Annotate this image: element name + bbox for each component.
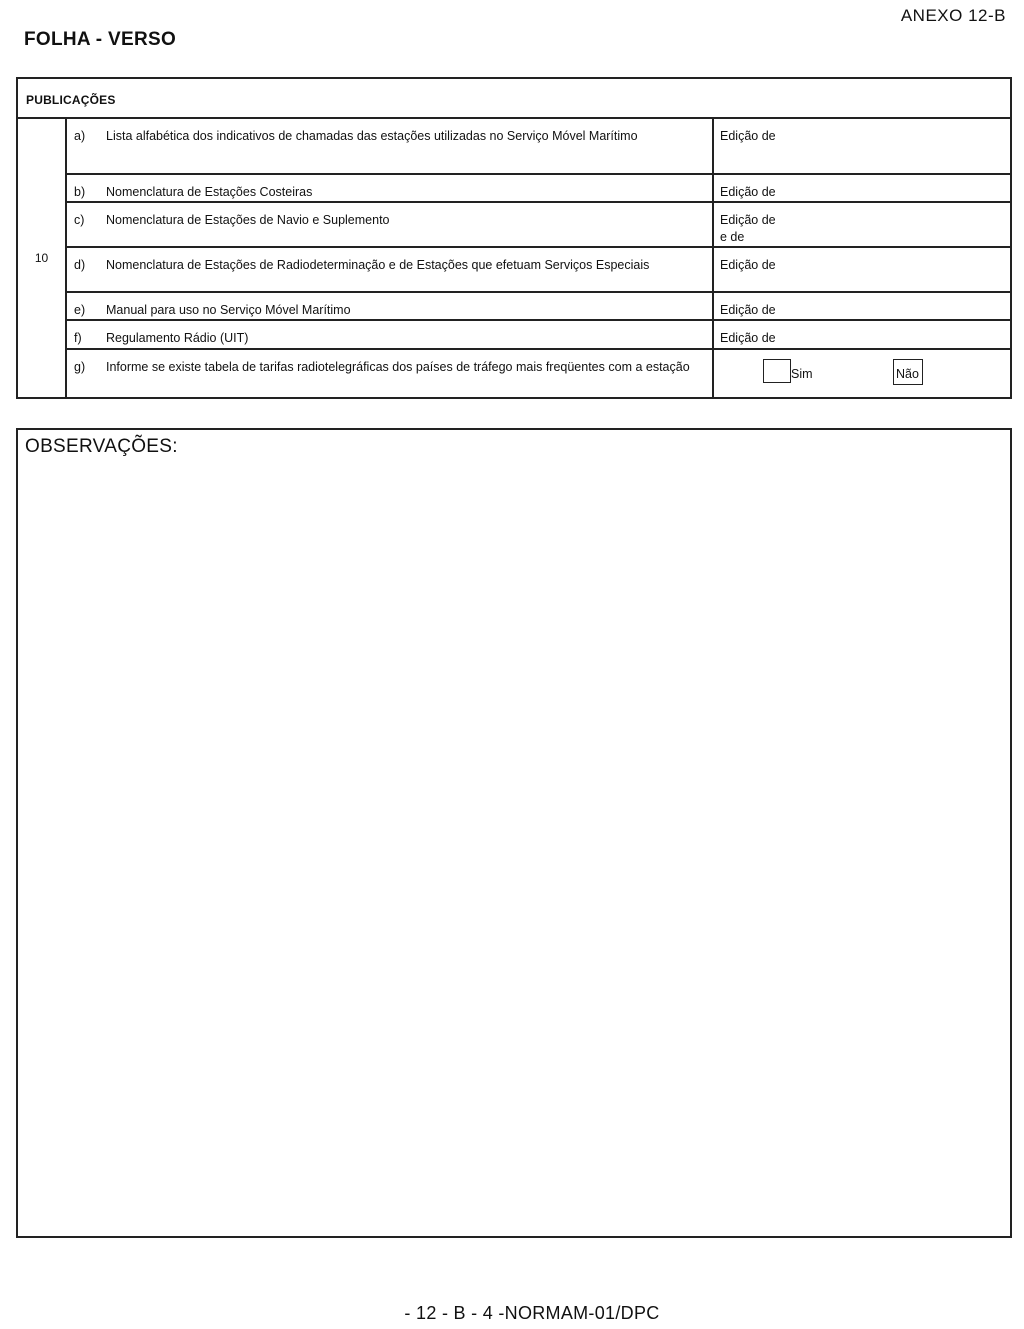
publications-header: PUBLICAÇÕES [18,79,1010,119]
row-description: Nomenclatura de Estações de Navio e Suplemento [106,213,390,227]
publications-rows [67,119,1010,397]
publication-row-e [67,293,1010,321]
row-description: Manual para uso no Serviço Móvel Marítimo [106,303,351,317]
annex-label: ANEXO 12-B [900,6,1006,25]
publications-section [16,77,1012,399]
edition-field[interactable] [712,119,1010,173]
edition-label: Edição de [720,213,776,227]
edition-field[interactable] [712,175,1010,201]
publication-row-a [67,119,1010,175]
publication-row-d [67,248,1010,293]
publication-row-g [67,350,1010,397]
row-description: Regulamento Rádio (UIT) [106,331,249,345]
row-description: Informe se existe tabela de tarifas radiotelegráficas dos países de tráfego mais freqüentes com a estação [106,360,690,374]
edition-field[interactable] [712,321,1010,348]
row-description: Nomenclatura de Estações de Radiodeterminação e de Estações que efetuam Serviços Especiais [106,258,650,272]
edition-label: Edição de [720,129,776,143]
yes-checkbox[interactable] [763,359,791,383]
edition-label: Edição de [720,331,776,345]
row-letter: f) [74,331,82,345]
item-number: 10 [18,119,67,397]
publication-row-f [67,321,1010,350]
row-description: Nomenclatura de Estações Costeiras [106,185,313,199]
observations-title: OBSERVAÇÕES: [25,436,178,457]
edition-label: Edição de [720,303,776,317]
row-letter: d) [74,258,86,272]
edition-field[interactable] [712,203,1010,246]
edition-label: Edição de [720,185,776,199]
row-letter: e) [74,303,86,317]
no-checkbox[interactable]: Não [893,359,923,385]
row-letter: c) [74,213,85,227]
sheet-title: FOLHA - VERSO [24,29,177,50]
yes-option[interactable] [763,359,813,383]
observations-box[interactable] [16,428,1012,1238]
no-option[interactable] [893,359,923,385]
publications-body [18,119,1010,397]
row-letter: b) [74,185,86,199]
row-letter: a) [74,129,86,143]
edition-field[interactable] [712,293,1010,319]
row-description: Lista alfabética dos indicativos de chamadas das estações utilizadas no Serviço Móvel Marítimo [106,129,638,143]
edition-label: Edição de [720,258,776,272]
tariff-options [712,350,1010,397]
publication-row-b [67,175,1010,203]
row-letter: g) [74,360,86,374]
publication-row-c [67,203,1010,248]
edition-supplement-label: e de [720,230,745,244]
yes-label: Sim [791,367,813,381]
edition-field[interactable] [712,248,1010,291]
page-footer: - 12 - B - 4 -NORMAM-01/DPC [404,1303,660,1323]
